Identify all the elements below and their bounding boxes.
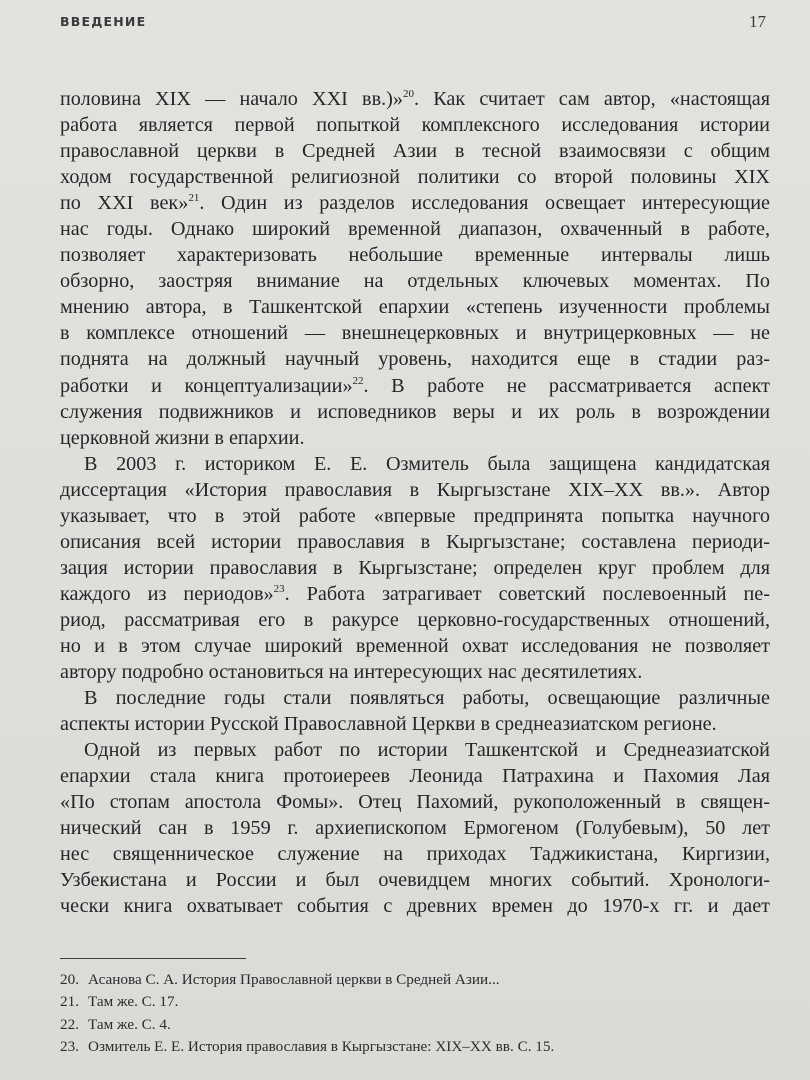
footnote [60, 1036, 760, 1058]
footnote-number: 20. [60, 971, 79, 988]
text-line: указывает, что в этой работе «впервые предпринята попытка научного [60, 504, 770, 527]
footnote-text: Асанова С. А. История Православной церкви в Средней Азии... [88, 971, 500, 988]
text-line: аспекты истории Русской Православной Церкви в среднеазиатском регионе. [60, 713, 717, 736]
text-line: по XXI век»$^{21}$. Один из разделов исследования освещает интересующие [60, 192, 770, 215]
footnotes [60, 969, 760, 1058]
footnote-ref[interactable]: 20 [402, 88, 414, 100]
text-line: нический сан в 1959 г. архиепископом Ермогеном (Голубевым), 50 лет [60, 817, 770, 840]
footnote-number: 22. [60, 1015, 79, 1033]
text-line: работки и концептуализации»$^{22}$. В работе не рассматривается аспект [60, 374, 770, 397]
text-line: каждого из периодов»$^{23}$. Работа затрагивает советский послевоенный пе- [60, 582, 770, 605]
main-text [60, 86, 770, 920]
text-line: нас годы. Однако широкий временной диапазон, охваченный в работе, [60, 218, 770, 241]
text-line: мнению автора, в Ташкентской епархии «степень изученности проблемы [60, 296, 770, 319]
footnote [60, 969, 760, 991]
text-line: половина XIX — начало XXI вв.)»$^{20}$. Как считает сам автор, «настоящая [60, 88, 770, 110]
text-line: но и в этом случае широкий временной охват исследования не позволяет [60, 634, 770, 657]
footnote-text: Там же. С. 17. [88, 993, 179, 1011]
footnote-separator [60, 958, 246, 959]
footnote-ref[interactable]: 23 [273, 582, 285, 595]
text-line: работа является первой попыткой комплексного исследования истории [60, 114, 770, 137]
footnote-text: Там же. С. 4. [88, 1015, 171, 1033]
text-line: зация истории православия в Кыргызстане; определен круг проблем для [60, 556, 770, 579]
text-line: описания всей истории православия в Кыргызстане; составлена периоди- [60, 530, 770, 553]
paragraph [60, 737, 770, 919]
text-line: поднята на должный научный уровень, находится еще в стадии раз- [60, 348, 770, 371]
footnote-ref[interactable]: 21 [188, 192, 200, 205]
paragraph [60, 685, 770, 737]
text-line: В 2003 г. историком Е. Е. Озмитель была защищена кандидатская [84, 452, 770, 475]
footnote-number: 21. [60, 993, 79, 1011]
text-line: риод, рассматривая его в ракурсе церковно-государственных отношений, [60, 608, 770, 631]
text-line: В последние годы стали появляться работы, освещающие различные [84, 687, 770, 710]
text-line: обзорно, заостряя внимание на отдельных ключевых моментах. По [60, 270, 770, 293]
text-line: служения подвижников и исповедников веры и их роль в возрождении [60, 400, 770, 423]
text-line: в комплексе отношений — внешнецерковных и внутрицерковных — не [60, 322, 770, 345]
footnote-text: Озмитель Е. Е. История православия в Кыргызстане: XIX–XX вв. С. 15. [88, 1037, 555, 1055]
text-line: Узбекистана и России и был очевидцем многих событий. Хронологи- [60, 869, 770, 892]
text-line: епархии стала книга протоиереев Леонида Патрахина и Пахомия Лая [60, 765, 770, 788]
running-title: ВВЕДЕНИЕ [60, 14, 147, 29]
text-line: нес священническое служение на приходах Таджикистана, Киргизии, [60, 843, 770, 866]
paragraph [60, 451, 770, 685]
text-line: церковной жизни в епархии. [60, 426, 305, 449]
text-line: диссертация «История православия в Кыргызстане XIX–XX вв.». Автор [60, 478, 770, 501]
paragraph [60, 86, 770, 451]
text-line: «По стопам апостола Фомы». Отец Пахомий, рукоположенный в священ- [60, 791, 770, 814]
footnote-number: 23. [60, 1037, 79, 1055]
text-line: чески книга охватывает события с древних времен до 1970-х гг. и дает [60, 895, 770, 918]
text-line: Одной из первых работ по истории Ташкентской и Среднеазиатской [84, 739, 770, 762]
footnote [60, 1014, 760, 1036]
footnote [60, 991, 760, 1013]
page-number: 17 [749, 12, 766, 31]
text-line: ходом государственной религиозной политики со второй половины XIX [60, 166, 770, 189]
text-line: православной церкви в Средней Азии в тесной взаимосвязи с общим [60, 140, 770, 163]
text-line: автору подробно остановиться на интересующих нас десятилетиях. [60, 661, 643, 684]
footnote-ref[interactable]: 22 [352, 374, 364, 387]
text-line: позволяет характеризовать небольшие временные интервалы лишь [60, 244, 770, 267]
